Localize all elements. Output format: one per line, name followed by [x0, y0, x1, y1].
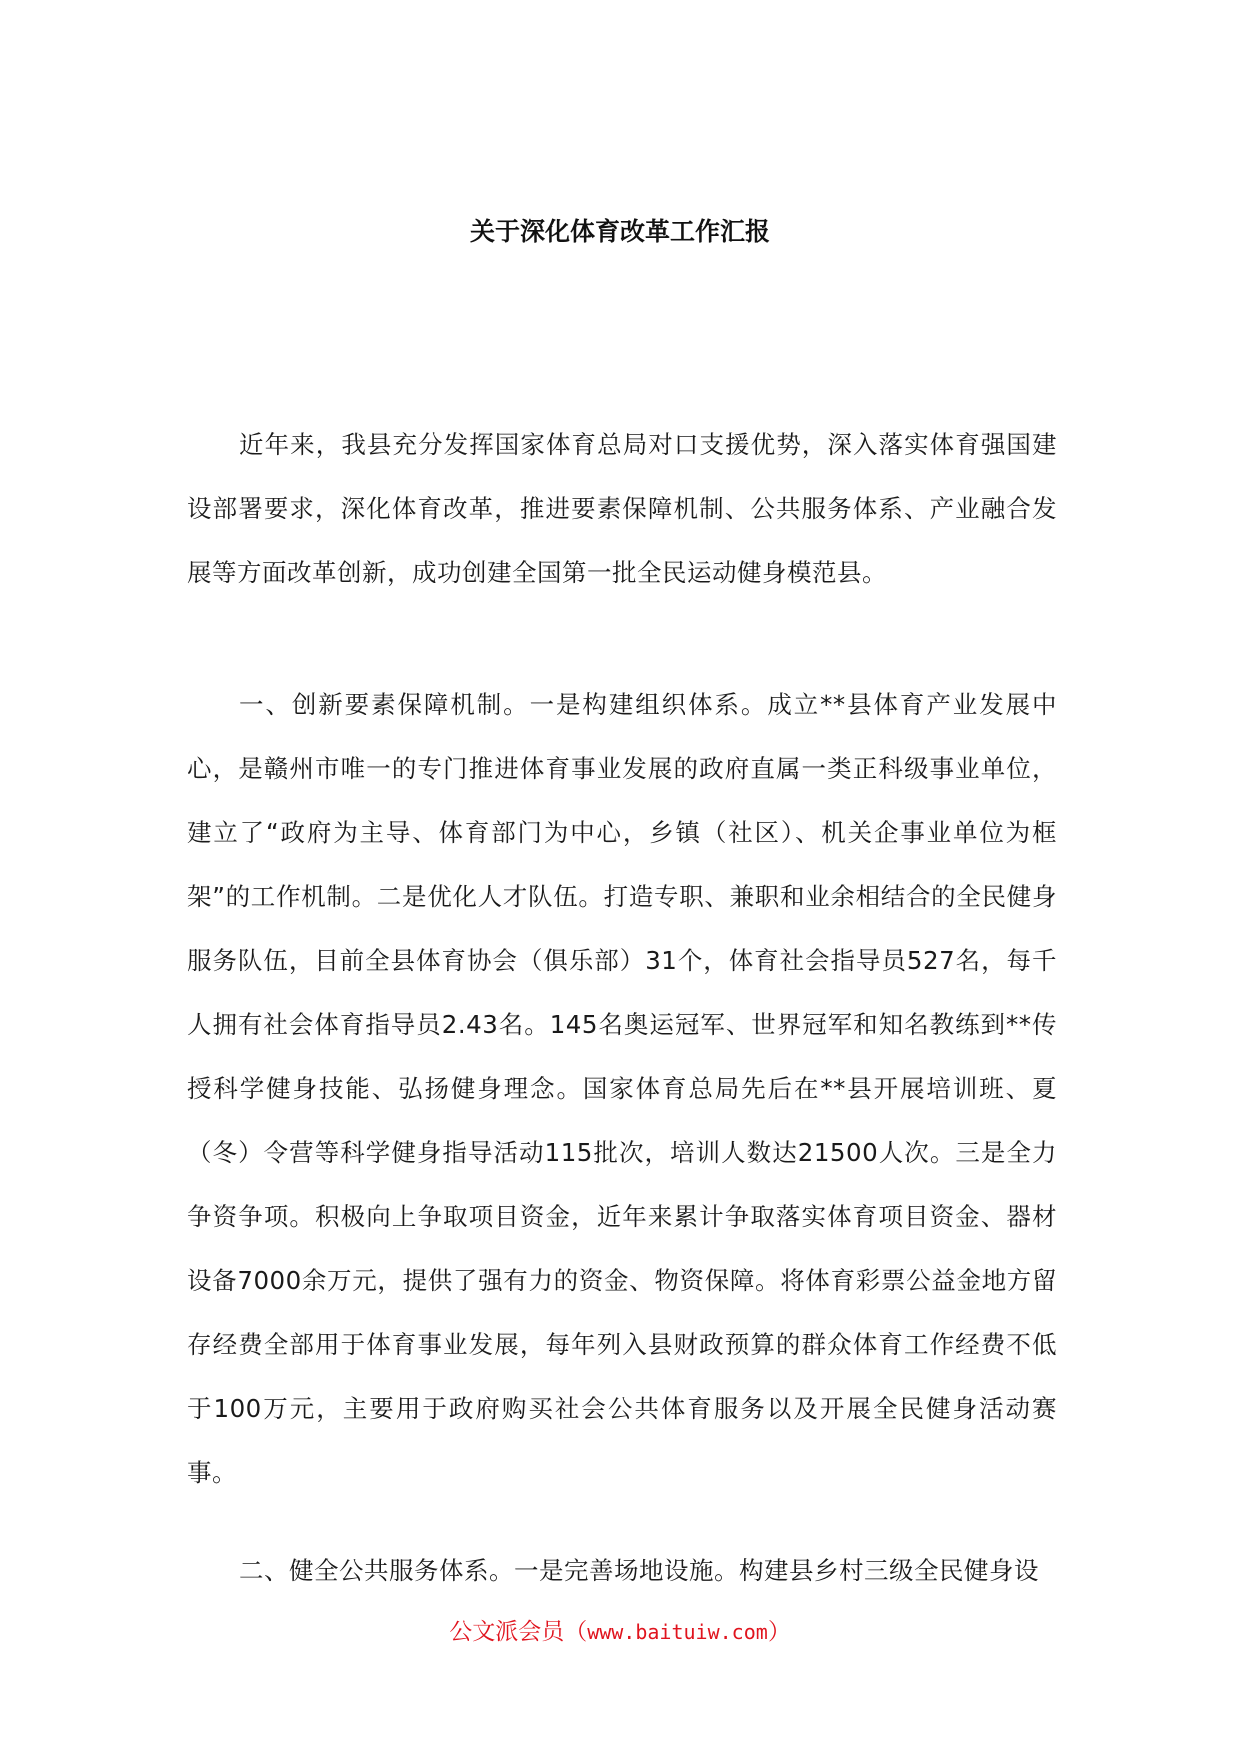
paragraph-section-one: 一、创新要素保障机制。一是构建组织体系。成立**县体育产业发展中心，是赣州市唯一的专门推进体育事业发展的政府直属一类正科级事业单位，建立了“政府为主导、体育部门为中心，乡镇（社区）、机关企事业单位为框架”的工作机制。二是优化人才队伍。打造专职、兼职和业余相结合的全民健身服务队伍，目前全县体育协会（俱乐部）31个，体育社会指导员527名，每千人拥有社会体育指导员2.43名。145名奥运冠军、世界冠军和知名教练到**传授科学健身技能、弘扬健身理念。国家体育总局先后在**县开展培训班、夏（冬）令营等科学健身指导活动115批次，培训人数达21500人次。三是全力争资争项。积极向上争取项目资金，近年来累计争取落实体育项目资金、器材设备7000余万元，提供了强有力的资金、物资保障。将体育彩票公益金地方留存经费全部用于体育事业发展，每年列入县财政预算的群众体育工作经费不低于100万元，主要用于政府购买社会公共体育服务以及开展全民健身活动赛事。 [187, 690, 1057, 1487]
paragraph-intro: 近年来，我县充分发挥国家体育总局对口支援优势，深入落实体育强国建设部署要求，深化体育改革，推进要素保障机制、公共服务体系、产业融合发展等方面改革创新，成功创建全国第一批全民运动健身模范县。 [187, 430, 1057, 587]
footer-text-prefix: 公文派会员（ [449, 1619, 588, 1645]
document-title: 关于深化体育改革工作汇报 [469, 217, 770, 246]
footer-url: www.baituiw.com [587, 1620, 768, 1644]
footer-text-suffix: ） [767, 1619, 791, 1645]
footer-watermark [0, 1614, 1240, 1650]
paragraph-section-two: 二、健全公共服务体系。一是完善场地设施。构建县乡村三级全民健身设 [239, 1556, 1039, 1585]
